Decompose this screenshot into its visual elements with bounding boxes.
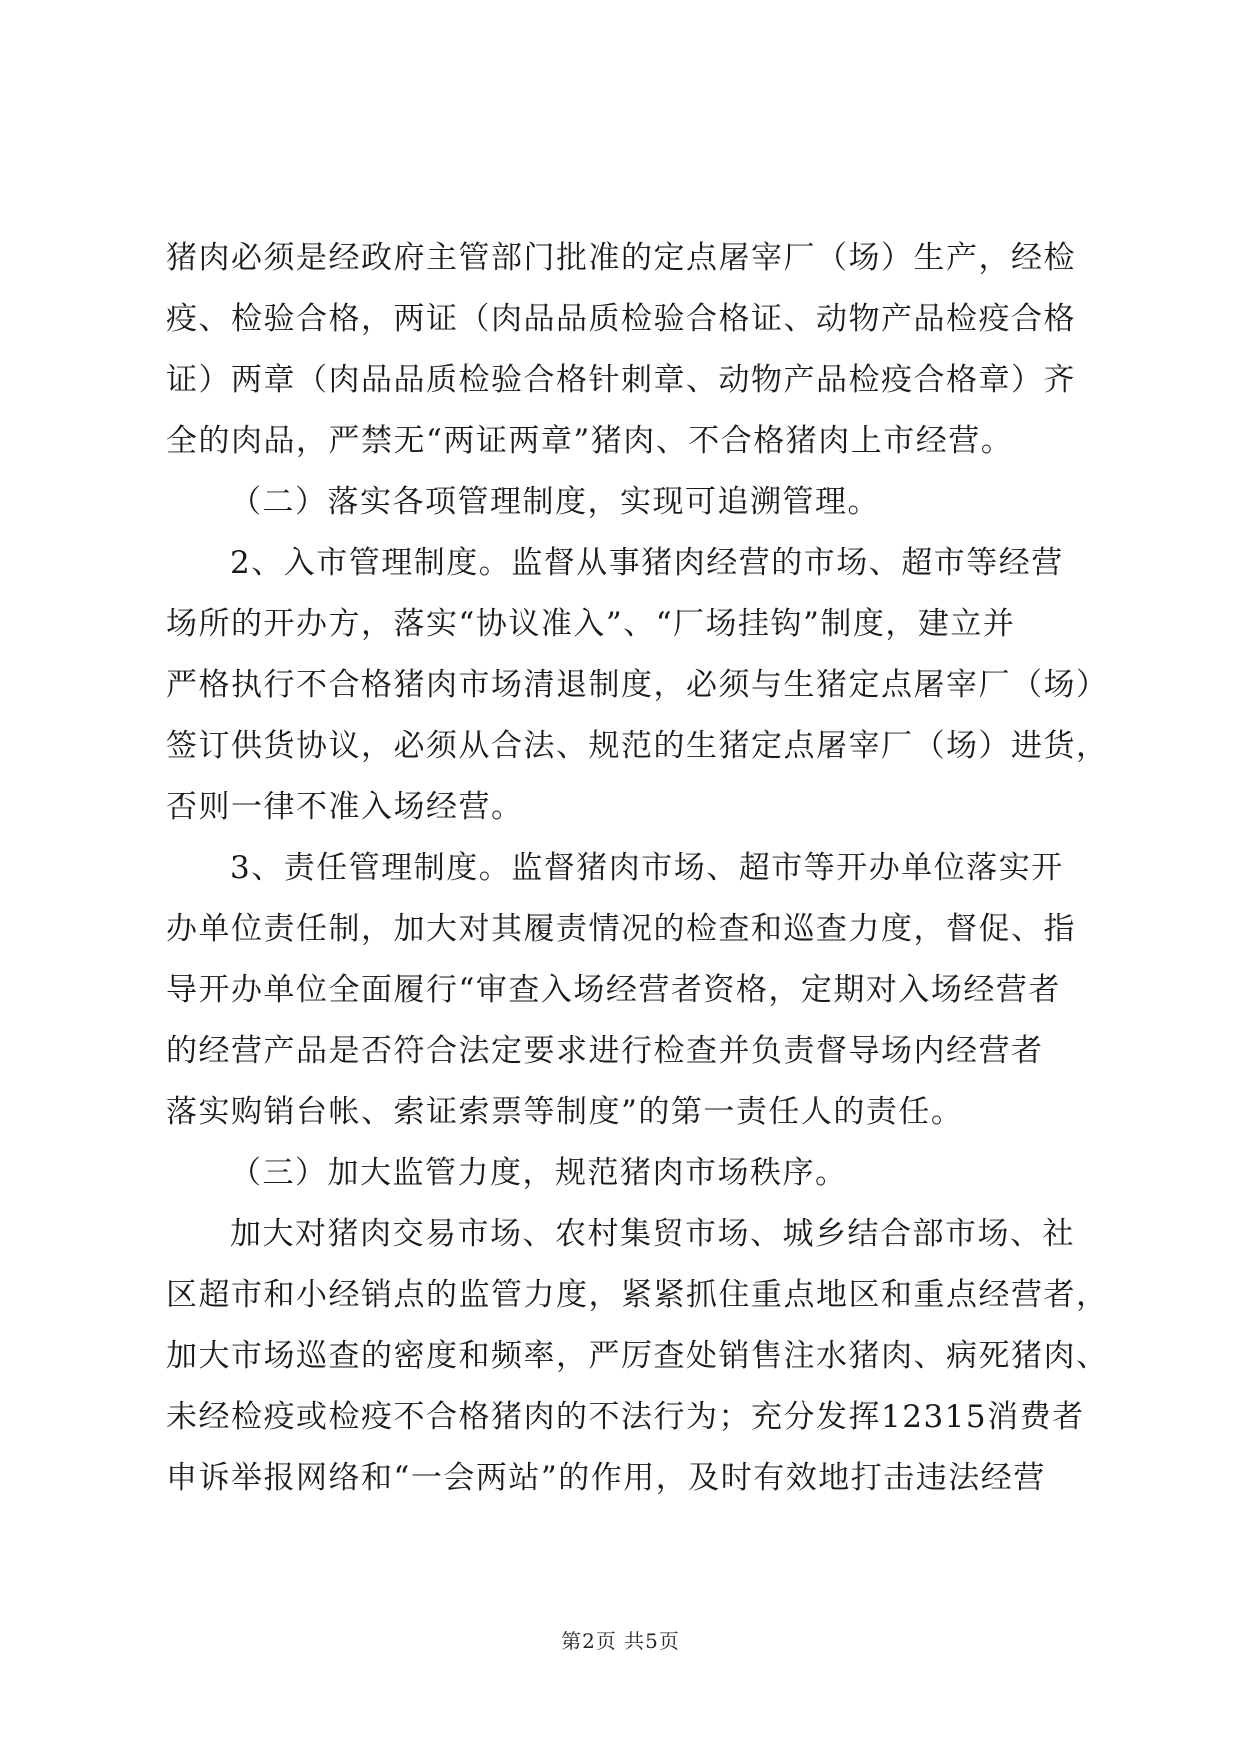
paragraph-line: 签订供货协议，必须从合法、规范的生猪定点屠宰厂（场）进货， xyxy=(166,728,1109,764)
page-footer: 第2页 共5页 xyxy=(561,1629,680,1653)
paragraph-line: 导开办单位全面履行“审查入场经营者资格，定期对入场经营者 xyxy=(166,972,1061,1008)
section-heading: （二）落实各项管理制度，实现可追溯管理。 xyxy=(230,484,880,520)
paragraph-line: 3、责任管理制度。监督猪肉市场、超市等开办单位落实开 xyxy=(230,850,1064,886)
paragraph-line: 加大对猪肉交易市场、农村集贸市场、城乡结合部市场、社 xyxy=(230,1216,1075,1252)
paragraph-line: 申诉举报网络和“一会两站”的作用，及时有效地打击违法经营 xyxy=(166,1460,1046,1496)
paragraph-line: 2、入市管理制度。监督从事猪肉经营的市场、超市等经营 xyxy=(230,545,1064,581)
paragraph-line: 场所的开办方，落实“协议准入”、“厂场挂钩”制度，建立并 xyxy=(166,606,1016,642)
paragraph-line: 否则一律不准入场经营。 xyxy=(166,789,524,825)
paragraph-line: 未经检疫或检疫不合格猪肉的不法行为；充分发挥12315消费者 xyxy=(166,1399,1085,1435)
section-heading: （三）加大监管力度，规范猪肉市场秩序。 xyxy=(230,1155,848,1191)
paragraph-line: 加大市场巡查的密度和频率，严厉查处销售注水猪肉、病死猪肉、 xyxy=(166,1338,1109,1374)
paragraph-line: 的经营产品是否符合法定要求进行检查并负责督导场内经营者 xyxy=(166,1033,1044,1069)
body-text xyxy=(166,228,1109,1509)
paragraph-line: 办单位责任制，加大对其履责情况的检查和巡查力度，督促、指 xyxy=(166,911,1076,947)
paragraph-line: 疫、检验合格，两证（肉品品质检验合格证、动物产品检疫合格 xyxy=(166,301,1076,337)
paragraph-line: 证）两章（肉品品质检验合格针刺章、动物产品检疫合格章）齐 xyxy=(166,362,1076,398)
paragraph-line: 全的肉品，严禁无“两证两章”猪肉、不合格猪肉上市经营。 xyxy=(166,423,1014,459)
paragraph-line: 猪肉必须是经政府主管部门批准的定点屠宰厂（场）生产，经检 xyxy=(166,240,1076,276)
paragraph-line: 落实购销台帐、索证索票等制度”的第一责任人的责任。 xyxy=(166,1094,964,1130)
paragraph-line: 区超市和小经销点的监管力度，紧紧抓住重点地区和重点经营者， xyxy=(166,1277,1109,1313)
paragraph-line: 严格执行不合格猪肉市场清退制度，必须与生猪定点屠宰厂（场） xyxy=(166,667,1109,703)
